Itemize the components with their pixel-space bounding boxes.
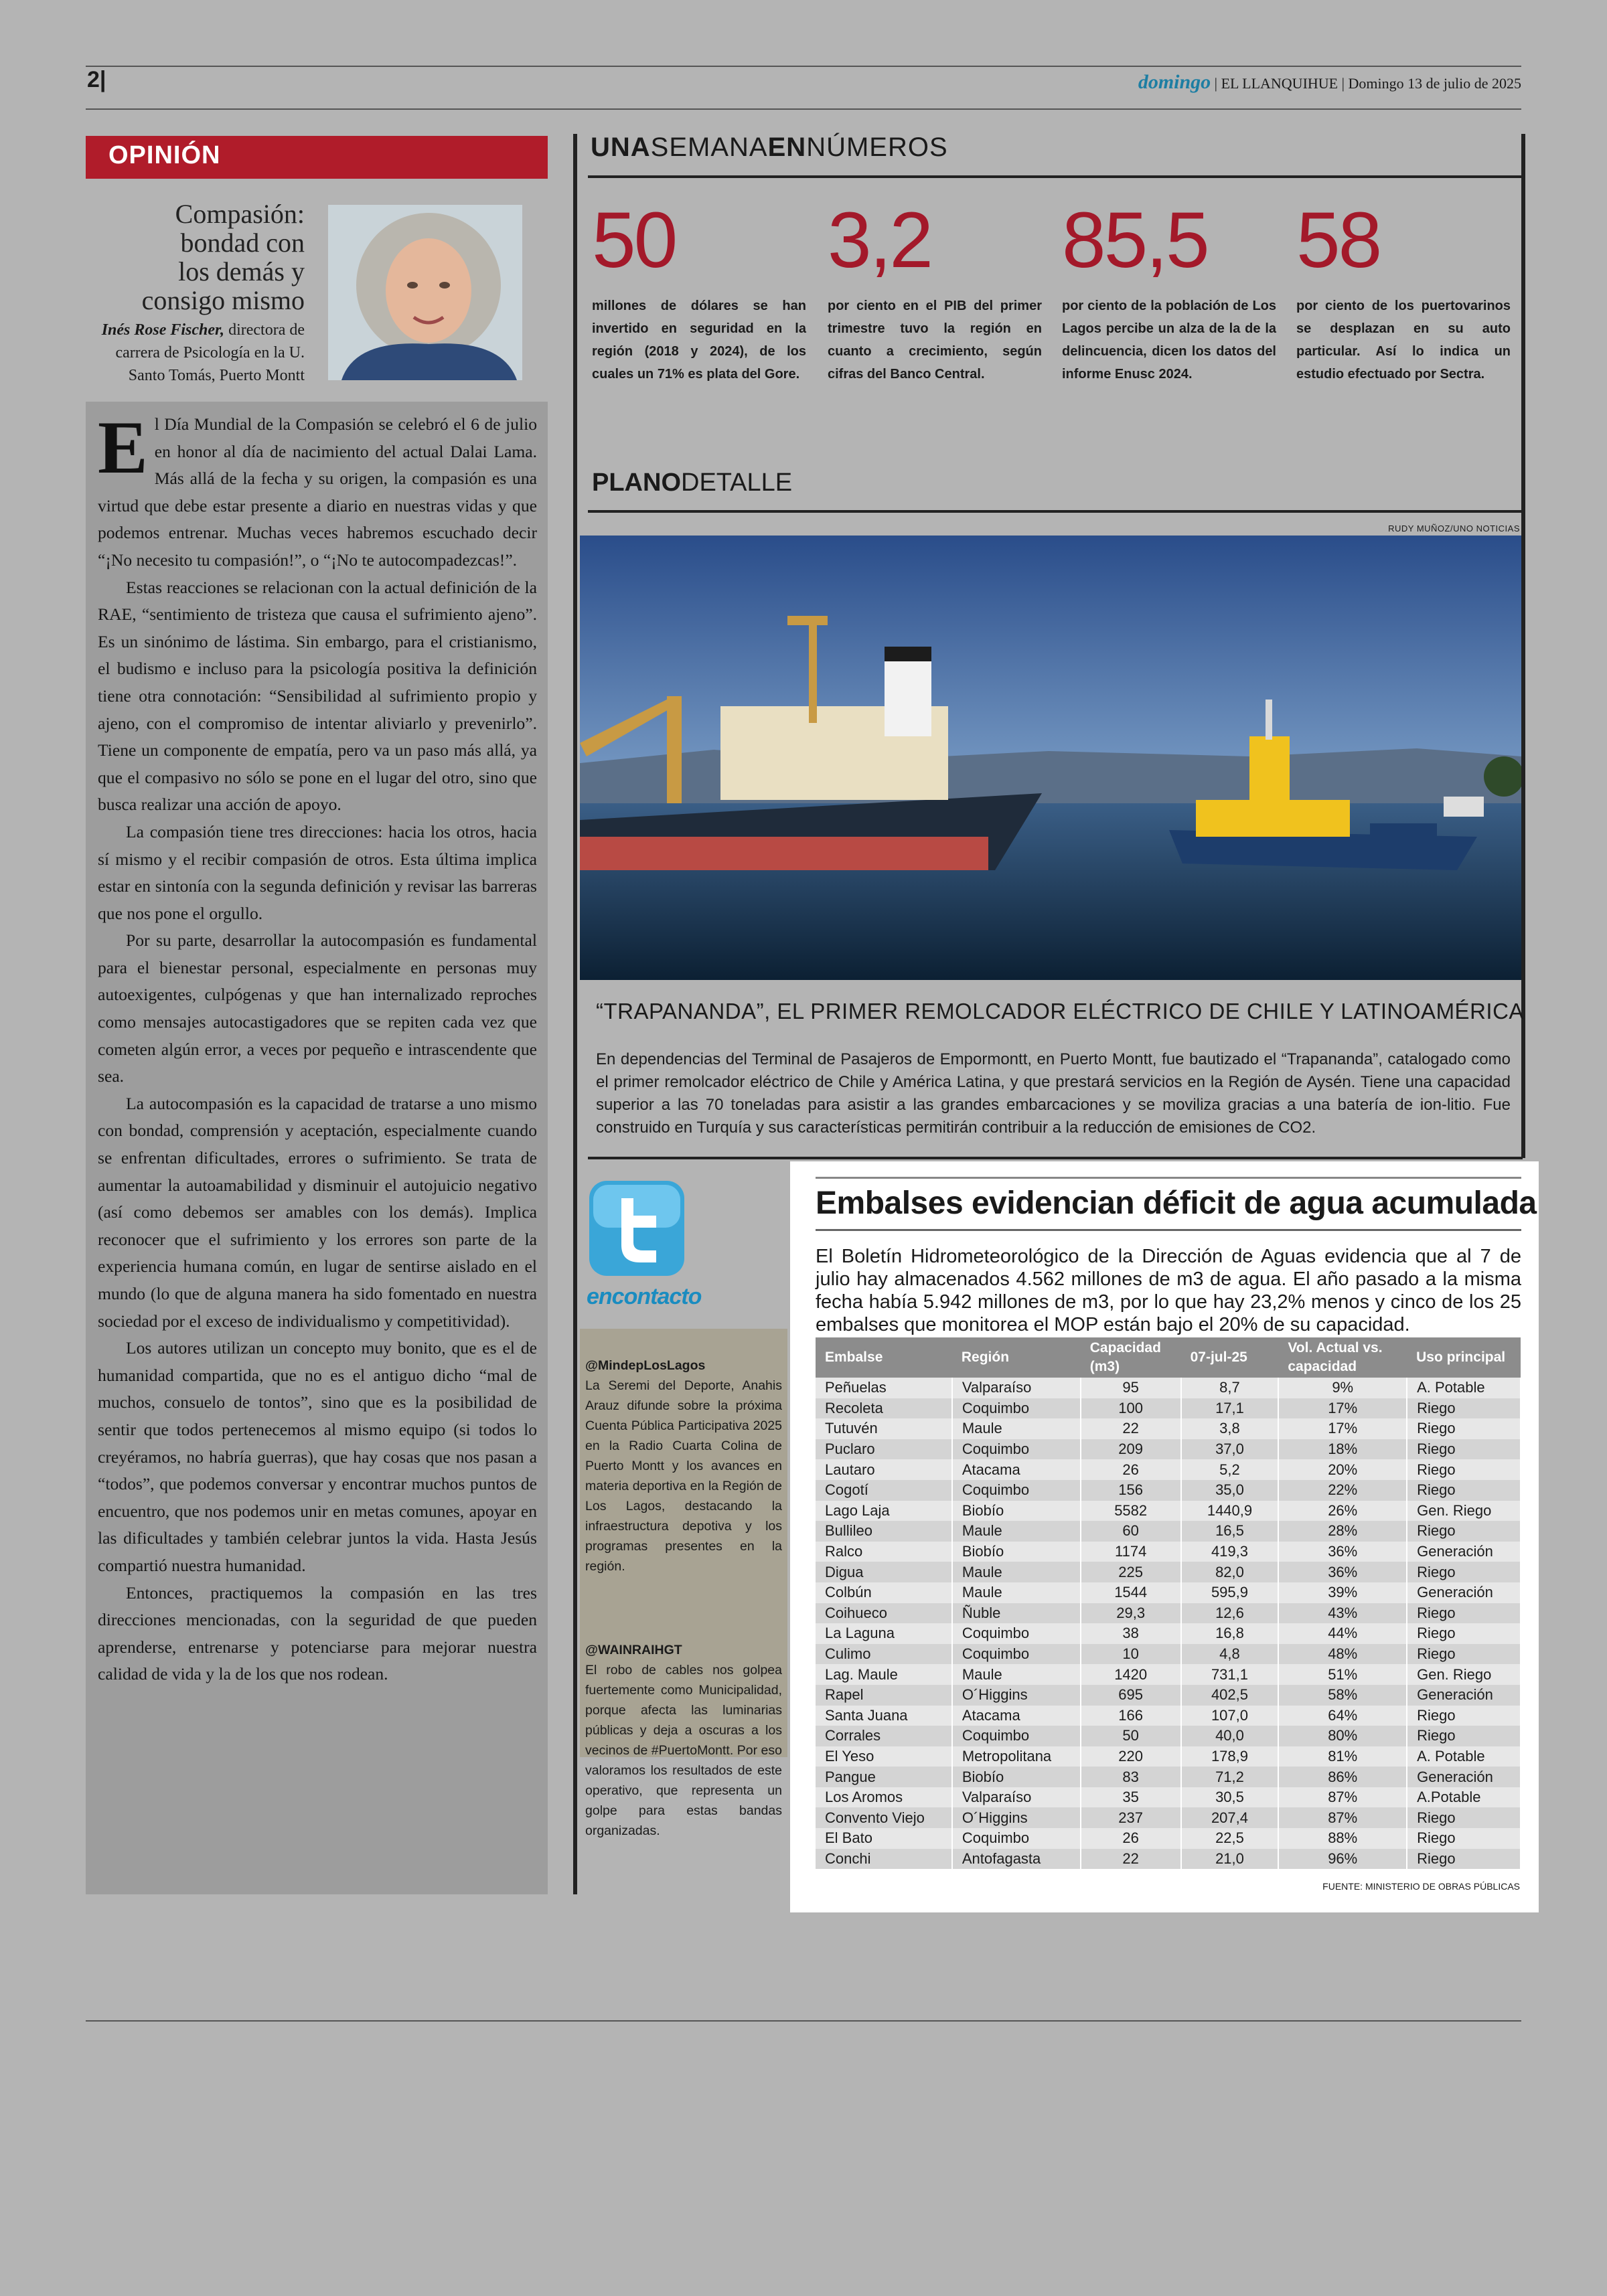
table-cell: Generación: [1407, 1582, 1521, 1603]
opinion-title: [87, 199, 305, 315]
stat-value: 50: [592, 196, 676, 284]
table-cell: 35,0: [1181, 1480, 1279, 1501]
photo-caption-title: “TRAPANANDA”, EL PRIMER REMOLCADOR ELÉCTRICO DE CHILE Y LATINOAMÉRICA: [596, 999, 1524, 1023]
table-cell: 96%: [1278, 1849, 1407, 1870]
table-cell: Antofagasta: [952, 1849, 1081, 1870]
table-cell: 71,2: [1181, 1767, 1279, 1787]
section-banner-opinion: OPINIÓN: [86, 136, 548, 179]
body-paragraph: La autocompasión es la capacidad de tratarse a uno mismo con bondad, comprensión y aceptación, especialmente cuando se enfrentan dificultades, errores o sufrimiento. Se trata de aumentar la autoamabilidad y disminuir el autojuicio negativo (así como debemos ser amables con los demás). Implica reconocer que el sufrimiento y los errores son parte de la experiencia humana común, en lugar de sentirse aislado en el mundo (lo que de alguna manera ha sido fomentado en nuestra sociedad por el exceso de individualismo y competitividad).: [98, 1093, 537, 1331]
table-cell: Coquimbo: [952, 1439, 1081, 1460]
opinion-body: [86, 402, 548, 1894]
table-cell: 36%: [1278, 1562, 1407, 1582]
table-cell: Valparaíso: [952, 1378, 1081, 1398]
table-cell: 87%: [1278, 1787, 1407, 1808]
column-header: Región: [952, 1337, 1081, 1378]
table-row: [816, 1480, 1521, 1501]
table-cell: Lago Laja: [816, 1501, 952, 1522]
table-cell: Conchi: [816, 1849, 952, 1870]
table-row: [816, 1459, 1521, 1480]
table-cell: A.Potable: [1407, 1787, 1521, 1808]
table-cell: Coquimbo: [952, 1623, 1081, 1644]
table-row: [816, 1521, 1521, 1542]
body-paragraph: El Día Mundial de la Compasión se celebró el 6 de julio en honor al día de nacimiento del actual Dalai Lama. Más allá de la fecha y su origen, la compasión es una virtud que debe estar presente a diario en nuestras vidas y que podemos entrenar. Muchas veces habremos escuchado decir “¡No necesito tu compasión!”, o “¡No te autocompadezcas!”.: [98, 406, 537, 570]
table-cell: Atacama: [952, 1459, 1081, 1480]
photo-credit: RUDY MUÑOZ/UNO NOTICIAS: [1388, 523, 1520, 534]
author-portrait: [328, 205, 522, 380]
embalses-intro: El Boletín Hidrometeorológico de la Dirección de Aguas evidencia que al 7 de julio hay almacenados 4.562 millones de m3 de agua. El año pasado a la misma fecha había 5.942 millones de m3, por lo que hay 23,2% menos y cinco de los 25 embalses que monitorea el MOP están bajo el 20% de su capacidad.: [816, 1246, 1521, 1335]
table-cell: Digua: [816, 1562, 952, 1582]
table-cell: Convento Viejo: [816, 1807, 952, 1828]
table-cell: 82,0: [1181, 1562, 1279, 1582]
table-cell: 100: [1081, 1398, 1181, 1419]
author-role: directora de carrera de Psicología en la U. Santo Tomás, Puerto Montt: [115, 321, 305, 384]
table-cell: Generación: [1407, 1542, 1521, 1562]
table-cell: 20%: [1278, 1459, 1407, 1480]
table-cell: Riego: [1407, 1562, 1521, 1582]
table-cell: Maule: [952, 1562, 1081, 1582]
column-header: 07-jul-25: [1181, 1337, 1279, 1378]
table-cell: 50: [1081, 1726, 1181, 1746]
embalses-top-rule: [816, 1177, 1521, 1179]
table-cell: 37,0: [1181, 1439, 1279, 1460]
table-cell: 166: [1081, 1706, 1181, 1726]
table-cell: 39%: [1278, 1582, 1407, 1603]
stat-text: por ciento de la población de Los Lagos percibe un alza de la de la delincuencia, dicen los datos del informe Enusc 2024.: [1062, 299, 1276, 382]
table-cell: 81%: [1278, 1746, 1407, 1767]
table-cell: Maule: [952, 1521, 1081, 1542]
table-cell: Ralco: [816, 1542, 952, 1562]
table-cell: Gen. Riego: [1407, 1664, 1521, 1685]
table-cell: 209: [1081, 1439, 1181, 1460]
table-cell: Maule: [952, 1664, 1081, 1685]
table-cell: 5,2: [1181, 1459, 1279, 1480]
stat-text: millones de dólares se han invertido en seguridad en la región (2018 y 2024), de los cuales un 71% es plata del Gore.: [592, 299, 806, 382]
table-cell: 22: [1081, 1418, 1181, 1439]
tweet-text: El robo de cables nos golpea fuertemente como Municipalidad, porque afecta las luminarias públicas y deja a oscuras a los vecinos de #PuertoMontt. Por eso valoramos los resultados de este operativo, que representa un golpe para estas bandas organizadas.: [585, 1663, 782, 1838]
table-cell: Gen. Riego: [1407, 1501, 1521, 1522]
table-cell: Peñuelas: [816, 1378, 952, 1398]
section-title-plano: PLANODETALLE: [592, 469, 793, 497]
footer-rule: [86, 2020, 1521, 2022]
table-row: [816, 1726, 1521, 1746]
tweet-text: La Seremi del Deporte, Anahis Arauz difunde sobre la próxima Cuenta Pública Participativa 2025 en la Radio Cuarta Colina de Puerto Montt y los avances en materia deportiva en la Región de Los Lagos, destacando la infraestructura depotiva y los programas presentes en la región.: [585, 1378, 782, 1574]
table-row: [816, 1582, 1521, 1603]
table-cell: A. Potable: [1407, 1378, 1521, 1398]
table-cell: Maule: [952, 1418, 1081, 1439]
table-row: [816, 1623, 1521, 1644]
table-cell: 220: [1081, 1746, 1181, 1767]
table-row: [816, 1787, 1521, 1808]
table-cell: 22,5: [1181, 1828, 1279, 1849]
table-cell: Coquimbo: [952, 1828, 1081, 1849]
body-paragraph: Entonces, practiquemos la compasión en las tres direcciones mencionadas, con la seguridad de que pueden aprenderse, entrenarse y potenciarse para mejorar nuestra calidad de vida y la de los que nos rodean.: [98, 1582, 537, 1684]
table-cell: Colbún: [816, 1582, 952, 1603]
table-cell: 29,3: [1081, 1603, 1181, 1624]
table-cell: 35: [1081, 1787, 1181, 1808]
table-cell: 18%: [1278, 1439, 1407, 1460]
table-cell: Biobío: [952, 1542, 1081, 1562]
table-cell: Coquimbo: [952, 1480, 1081, 1501]
twitter-icon: [587, 1178, 687, 1279]
table-cell: 9%: [1278, 1378, 1407, 1398]
table-cell: 26: [1081, 1828, 1181, 1849]
table-cell: Ñuble: [952, 1603, 1081, 1624]
table-cell: 38: [1081, 1623, 1181, 1644]
table-cell: Recoleta: [816, 1398, 952, 1419]
column-rule-left: [573, 134, 577, 1894]
table-cell: 17%: [1278, 1398, 1407, 1419]
table-cell: Lag. Maule: [816, 1664, 952, 1685]
column-header: Vol. Actual vs. capacidad: [1278, 1337, 1407, 1378]
table-row: [816, 1706, 1521, 1726]
table-cell: Riego: [1407, 1439, 1521, 1460]
table-row: [816, 1746, 1521, 1767]
table-cell: 83: [1081, 1767, 1181, 1787]
table-cell: 30,5: [1181, 1787, 1279, 1808]
table-cell: Biobío: [952, 1767, 1081, 1787]
tweet-handle[interactable]: @WAINRAIHGT: [585, 1643, 682, 1657]
header-top-rule: [86, 66, 1521, 67]
stat-text: por ciento de los puertovarinos se desplazan en su auto particular. Así lo indica un estudio efectuado por Sectra.: [1296, 299, 1511, 382]
table-cell: 225: [1081, 1562, 1181, 1582]
table-cell: Maule: [952, 1582, 1081, 1603]
table-cell: 16,8: [1181, 1623, 1279, 1644]
table-cell: Puclaro: [816, 1439, 952, 1460]
table-cell: 237: [1081, 1807, 1181, 1828]
table-cell: O´Higgins: [952, 1807, 1081, 1828]
table-cell: 88%: [1278, 1828, 1407, 1849]
table-cell: 207,4: [1181, 1807, 1279, 1828]
table-cell: Coquimbo: [952, 1726, 1081, 1746]
table-row: [816, 1378, 1521, 1398]
table-cell: 36%: [1278, 1542, 1407, 1562]
stat-value: 3,2: [828, 196, 932, 284]
table-row: [816, 1418, 1521, 1439]
table-cell: 17%: [1278, 1418, 1407, 1439]
brand-logo: domingo: [1138, 71, 1211, 93]
table-cell: 87%: [1278, 1807, 1407, 1828]
table-cell: Cogotí: [816, 1480, 952, 1501]
table-row: [816, 1603, 1521, 1624]
title-line: los demás y: [178, 256, 305, 286]
stat-value: 58: [1296, 196, 1381, 284]
table-cell: 4,8: [1181, 1644, 1279, 1665]
table-cell: Riego: [1407, 1706, 1521, 1726]
numbers-rule: [588, 175, 1523, 178]
table-row: [816, 1664, 1521, 1685]
table-cell: 22%: [1278, 1480, 1407, 1501]
table-cell: 26: [1081, 1459, 1181, 1480]
table-cell: Culimo: [816, 1644, 952, 1665]
table-cell: Riego: [1407, 1849, 1521, 1870]
table-cell: Generación: [1407, 1767, 1521, 1787]
embalses-title: Embalses evidencian déficit de agua acumulada: [816, 1185, 1537, 1221]
body-paragraph: Los autores utilizan un concepto muy bonito, que es el de humanidad compartida, que no es el antiguo dicho “mal de muchos, consuelo de tontos”, sino que es la posibilidad de sentir que todos pertenecemos al mismo equipo (si todos lo creyéramos, no habría guerras), que hay cosas que nos pasan a “todos”, que podemos conversar y encontrar muchos puntos de encuentro, que nos podemos unir en metas comunes, apoyar en las dificultades y también celebrar juntos la vida. Hasta Jesús compartió nuestra humanidad.: [98, 1338, 537, 1575]
table-cell: O´Higgins: [952, 1685, 1081, 1706]
table-cell: 1420: [1081, 1664, 1181, 1685]
table-cell: Coihueco: [816, 1603, 952, 1624]
table-cell: Riego: [1407, 1398, 1521, 1419]
tugboat-photo: [580, 536, 1521, 980]
table-cell: Riego: [1407, 1459, 1521, 1480]
body-paragraph: Estas reacciones se relacionan con la actual definición de la RAE, “sentimiento de tristeza que causa el sufrimiento ajeno”. Es un sinónimo de lástima. Sin embargo, para el cristianismo, el budismo e incluso para la psicología positiva la definición tiene otra connotación: “Sensibilidad al sufrimiento propio y ajeno, con el compromiso de intentar aliviarlo y prevenirlo”. Tiene un componente de empatía, pero va un paso más allá, ya que el compasivo no sólo se pone en el lugar del otro, sino que busca realizar una acción de apoyo.: [98, 577, 537, 815]
table-cell: 1174: [1081, 1542, 1181, 1562]
table-row: [816, 1562, 1521, 1582]
author-name: Inés Rose Fischer,: [101, 321, 225, 339]
table-cell: Los Aromos: [816, 1787, 952, 1808]
table-row: [816, 1828, 1521, 1849]
table-cell: Coquimbo: [952, 1644, 1081, 1665]
drop-cap: E: [98, 406, 148, 489]
table-cell: 107,0: [1181, 1706, 1279, 1726]
table-cell: El Bato: [816, 1828, 952, 1849]
table-cell: 156: [1081, 1480, 1181, 1501]
table-cell: Bullileo: [816, 1521, 952, 1542]
table-cell: Riego: [1407, 1828, 1521, 1849]
table-cell: 26%: [1278, 1501, 1407, 1522]
embalses-title-rule: [816, 1229, 1521, 1231]
table-row: [816, 1767, 1521, 1787]
table-cell: Metropolitana: [952, 1746, 1081, 1767]
table-cell: 44%: [1278, 1623, 1407, 1644]
table-cell: Santa Juana: [816, 1706, 952, 1726]
table-cell: Lautaro: [816, 1459, 952, 1480]
table-cell: 60: [1081, 1521, 1181, 1542]
table-cell: 695: [1081, 1685, 1181, 1706]
table-cell: 48%: [1278, 1644, 1407, 1665]
table-cell: Pangue: [816, 1767, 952, 1787]
table-cell: Riego: [1407, 1521, 1521, 1542]
page-number: 2|: [87, 67, 106, 92]
table-cell: 22: [1081, 1849, 1181, 1870]
table-cell: A. Potable: [1407, 1746, 1521, 1767]
embalses-table: [816, 1337, 1521, 1869]
table-cell: 28%: [1278, 1521, 1407, 1542]
table-cell: Riego: [1407, 1418, 1521, 1439]
caption-rule: [588, 1157, 1523, 1159]
table-cell: Riego: [1407, 1807, 1521, 1828]
column-header: Capacidad (m3): [1081, 1337, 1181, 1378]
table-cell: Rapel: [816, 1685, 952, 1706]
table-cell: Riego: [1407, 1480, 1521, 1501]
table-row: [816, 1644, 1521, 1665]
table-cell: 21,0: [1181, 1849, 1279, 1870]
tweet-handle[interactable]: @MindepLosLagos: [585, 1358, 706, 1373]
table-cell: 402,5: [1181, 1685, 1279, 1706]
table-cell: 43%: [1278, 1603, 1407, 1624]
table-cell: 178,9: [1181, 1746, 1279, 1767]
table-cell: 731,1: [1181, 1664, 1279, 1685]
title-line: consigo mismo: [141, 285, 305, 315]
table-cell: Riego: [1407, 1623, 1521, 1644]
table-cell: Biobío: [952, 1501, 1081, 1522]
column-header: Uso principal: [1407, 1337, 1521, 1378]
table-cell: 64%: [1278, 1706, 1407, 1726]
title-line: Compasión:: [175, 199, 305, 229]
table-cell: Riego: [1407, 1603, 1521, 1624]
table-row: [816, 1398, 1521, 1419]
table-row: [816, 1807, 1521, 1828]
table-cell: 80%: [1278, 1726, 1407, 1746]
table-cell: 419,3: [1181, 1542, 1279, 1562]
stat-value: 85,5: [1062, 196, 1208, 284]
table-cell: 1544: [1081, 1582, 1181, 1603]
section-title-numbers: UNASEMANAENNÚMEROS: [591, 133, 948, 162]
title-line: bondad con: [180, 228, 305, 258]
table-cell: 40,0: [1181, 1726, 1279, 1746]
body-paragraph: La compasión tiene tres direcciones: hacia los otros, hacia sí mismo y el recibir compasión de otros. Esta última implica estar en sintonía con la segunda definición y revisar las barreras que nos pone el orgullo.: [98, 821, 537, 923]
table-cell: Riego: [1407, 1644, 1521, 1665]
table-cell: 3,8: [1181, 1418, 1279, 1439]
table-row: [816, 1542, 1521, 1562]
column-header: Embalse: [816, 1337, 952, 1378]
table-header-row: [816, 1337, 1521, 1378]
table-cell: 17,1: [1181, 1398, 1279, 1419]
masthead: [1138, 71, 1521, 94]
table-row: [816, 1501, 1521, 1522]
tweet-card: [580, 1640, 787, 1841]
table-source: FUENTE: MINISTERIO DE OBRAS PÚBLICAS: [1322, 1881, 1520, 1892]
body-paragraph: Por su parte, desarrollar la autocompasión es fundamental para el bienestar personal, especialmente en personas muy autoexigentes, culpógenas y que han internalizado reproches como mensajes autocastigadores que se repiten cada vez que cometen algún error, a veces por pequeño e intrascendente que sea.: [98, 930, 537, 1086]
table-cell: Valparaíso: [952, 1787, 1081, 1808]
masthead-date: | EL LLANQUIHUE | Domingo 13 de julio de 2025: [1214, 75, 1521, 92]
table-cell: Coquimbo: [952, 1398, 1081, 1419]
table-cell: 5582: [1081, 1501, 1181, 1522]
table-cell: Corrales: [816, 1726, 952, 1746]
opinion-author: [80, 319, 305, 387]
table-cell: Tutuvén: [816, 1418, 952, 1439]
table-cell: 8,7: [1181, 1378, 1279, 1398]
stat-text: por ciento en el PIB del primer trimestre tuvo la región en cuanto a crecimiento, según cifras del Banco Central.: [828, 299, 1042, 382]
table-row: [816, 1439, 1521, 1460]
table-cell: Atacama: [952, 1706, 1081, 1726]
table-cell: Generación: [1407, 1685, 1521, 1706]
table-cell: 51%: [1278, 1664, 1407, 1685]
table-cell: 86%: [1278, 1767, 1407, 1787]
table-row: [816, 1685, 1521, 1706]
table-cell: 58%: [1278, 1685, 1407, 1706]
table-cell: 95: [1081, 1378, 1181, 1398]
photo-caption-body: En dependencias del Terminal de Pasajeros de Empormontt, en Puerto Montt, fue bautizado el “Trapananda”, catalogado como el primer remolcador eléctrico de Chile y América Latina, y que prestará servicios en la Región de Aysén. Tiene una capacidad superior a las 70 toneladas para asistir a las grandes embarcaciones y se moviliza gracias a una batería de ion-litio. Fue construido en Turquía y sus características permitirán contribuir a la reducción de emisiones de CO2.: [596, 1050, 1511, 1137]
header-bottom-rule: [86, 108, 1521, 110]
table-cell: 10: [1081, 1644, 1181, 1665]
table-cell: Riego: [1407, 1726, 1521, 1746]
table-cell: 1440,9: [1181, 1501, 1279, 1522]
table-cell: 12,6: [1181, 1603, 1279, 1624]
table-cell: El Yeso: [816, 1746, 952, 1767]
plano-rule: [588, 510, 1523, 513]
table-cell: La Laguna: [816, 1623, 952, 1644]
table-cell: 595,9: [1181, 1582, 1279, 1603]
encontacto-label: encontacto: [587, 1284, 702, 1309]
table-row: [816, 1849, 1521, 1870]
table-cell: 16,5: [1181, 1521, 1279, 1542]
